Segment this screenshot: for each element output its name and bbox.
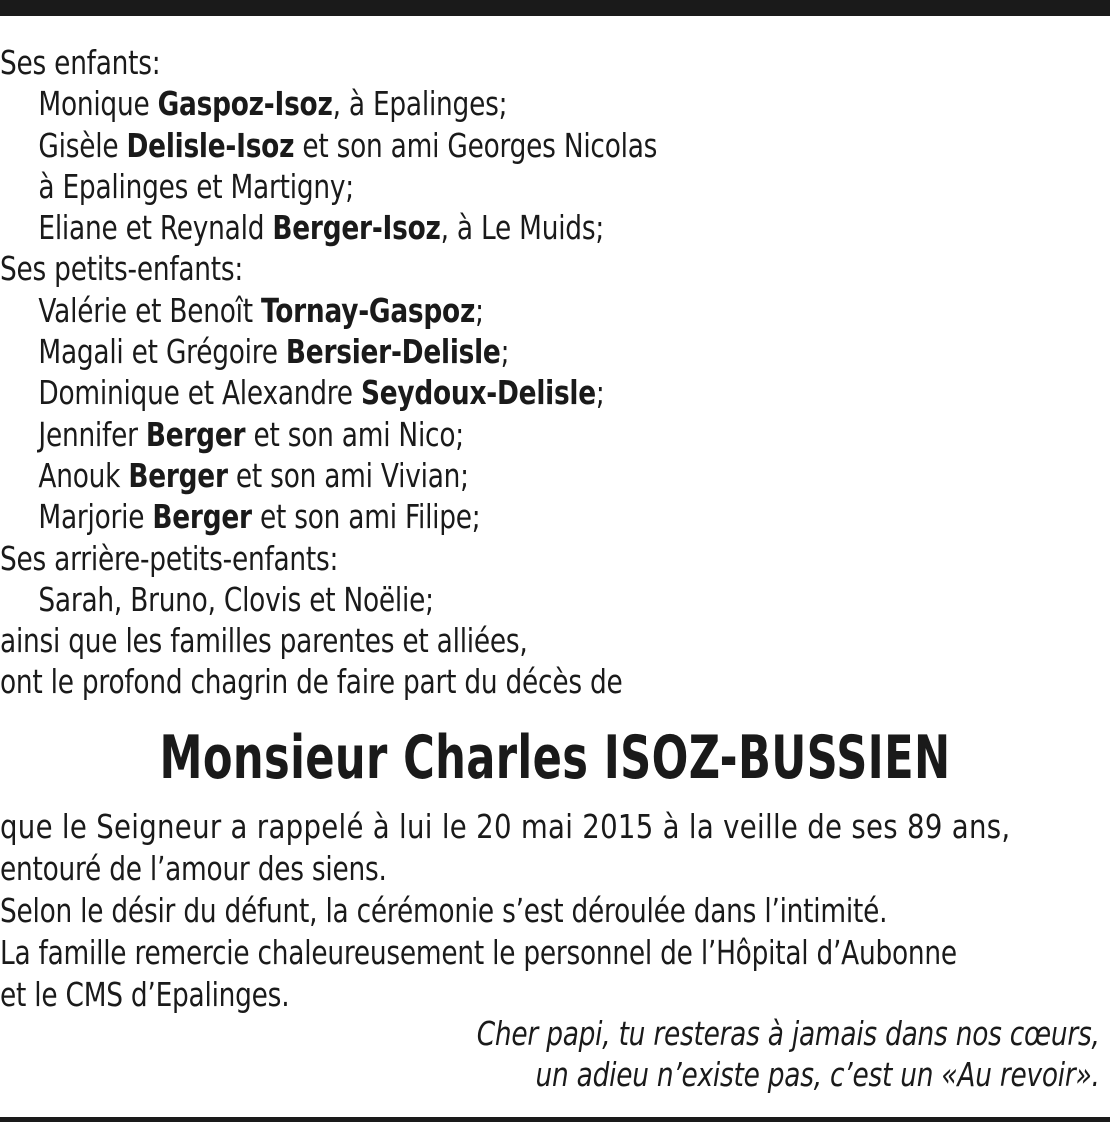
body-line: Selon le désir du défunt, la cérémonie s’est déroulée dans l’intimité. (0, 891, 888, 930)
children-heading: Ses enfants: (0, 43, 161, 82)
announcement-line: ont le profond chagrin de faire part du décès de (0, 662, 623, 702)
grandchild-entry: Anouk Berger et son ami Vivian; (38, 455, 469, 495)
grandchild-entry: Jennifer Berger et son ami Nico; (38, 414, 464, 454)
body-line: entouré de l’amour des siens. (0, 849, 387, 888)
verse-line: un adieu n’existe pas, c’est un «Au revoir». (535, 1055, 1100, 1094)
grandchildren-heading: Ses petits-enfants: (0, 249, 244, 289)
verse-line: Cher papi, tu resteras à jamais dans nos cœurs, (477, 1014, 1100, 1053)
grandchild-entry: Marjorie Berger et son ami Filipe; (38, 497, 481, 537)
notice-body (0, 806, 1110, 1016)
bottom-rule (0, 1117, 1110, 1122)
closing-verse (321, 1013, 1100, 1095)
family-list (0, 42, 1110, 703)
child-entry: Monique Gaspoz-Isoz, à Epalinges; (38, 84, 508, 124)
grandchild-entry: Valérie et Benoît Tornay-Gaspoz; (38, 290, 484, 330)
child-entry: Eliane et Reynald Berger-Isoz, à Le Muids; (38, 208, 604, 248)
families-line: ainsi que les familles parentes et alliées, (0, 621, 528, 661)
body-line: La famille remercie chaleureusement le personnel de l’Hôpital d’Aubonne (0, 933, 957, 972)
top-rule (0, 0, 1110, 16)
great-grandchildren-names: Sarah, Bruno, Clovis et Noëlie; (38, 579, 434, 619)
child-entry: Gisèle Delisle-Isoz et son ami Georges Nicolas (38, 125, 658, 165)
body-line: que le Seigneur a rappelé à lui le 20 mai 2015 à la veille de ses 89 ans, (0, 807, 1011, 846)
grandchild-entry: Dominique et Alexandre Seydoux-Delisle; (38, 373, 605, 413)
grandchild-entry: Magali et Grégoire Bersier-Delisle; (38, 332, 510, 372)
great-grandchildren-heading: Ses arrière-petits-enfants: (0, 538, 339, 578)
deceased-name: Monsieur Charles ISOZ-BUSSIEN (159, 723, 951, 793)
child-entry: à Epalinges et Martigny; (38, 166, 354, 206)
body-line: et le CMS d’Epalinges. (0, 975, 290, 1014)
